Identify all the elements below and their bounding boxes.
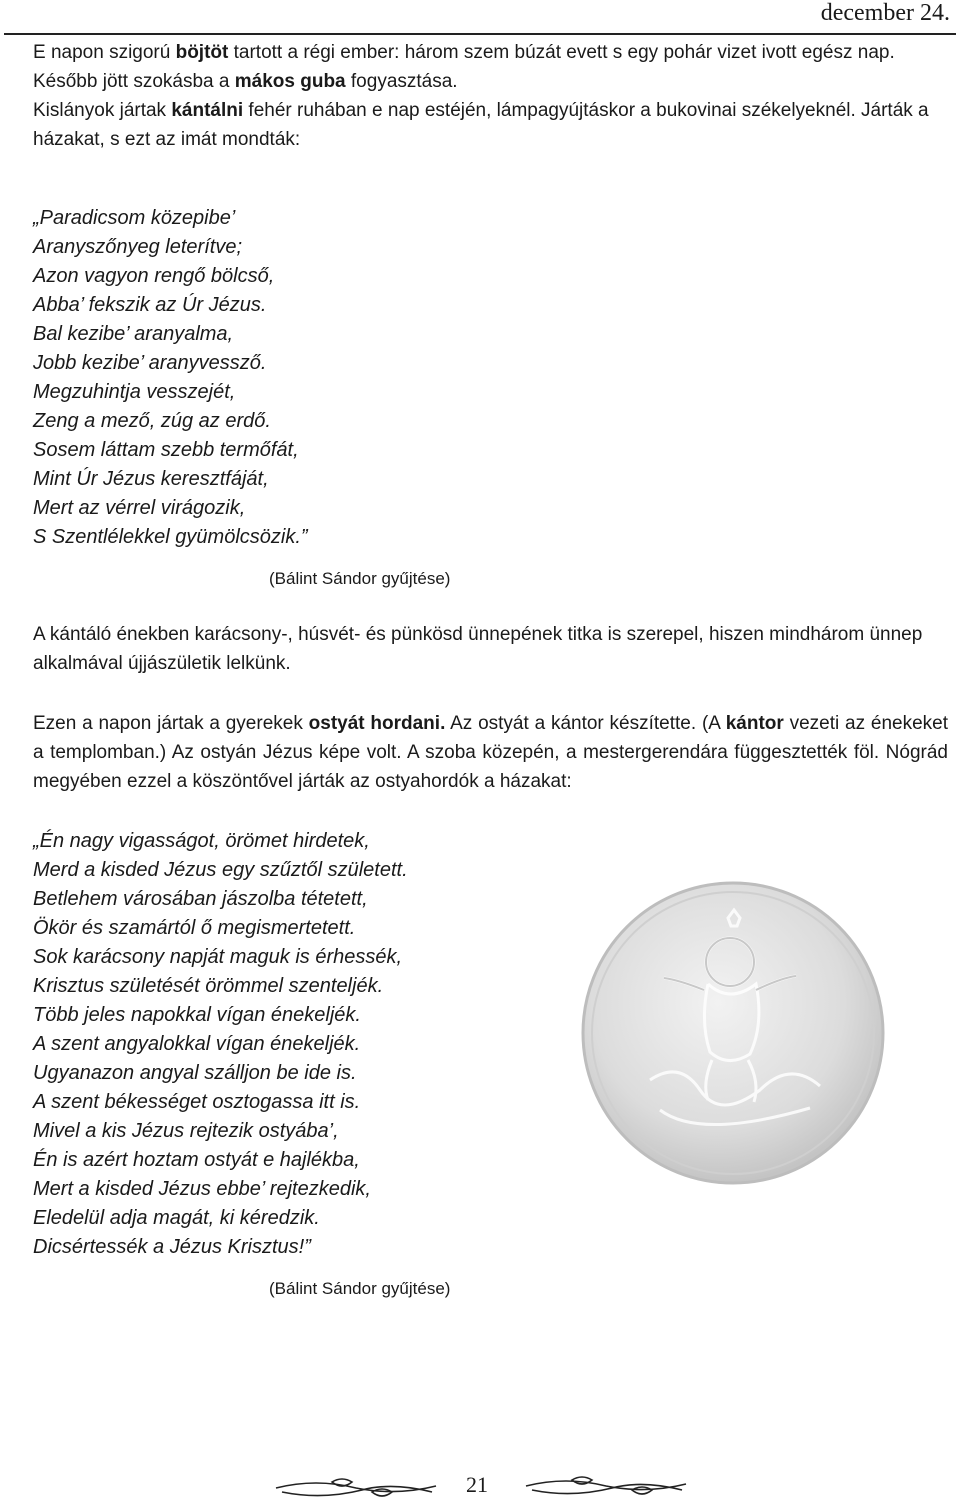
keyword-bojt: böjtöt [175,42,229,63]
poem-line: Megzuhintja vesszejét, [33,381,236,403]
paragraph-text [9,709,948,796]
poem-line: Ökör és szamártól ő megismertetett. [33,917,356,939]
poem-credit: (Bálint Sándor gyűjtése) [269,1279,451,1298]
ornament-right-icon [522,1474,692,1500]
wafer-image [580,880,886,1186]
poem-line: Krisztus születését örömmel szenteljék. [33,975,384,997]
text-run: fehér ruhában e nap estéjén, lámpagyújtáskor a bukovinai székelyeknél. Járták a házakat, s ezt az imát mondták: [33,100,929,150]
poem-line: Mert az vérrel virágozik, [33,497,246,519]
text-run: fogyasztása. [345,71,458,92]
text-run: E napon szigorú [33,42,176,63]
kantalo-paragraph [9,620,948,678]
poem-line: Dicsértessék a Jézus Krisztus!” [33,1236,311,1258]
poem-line: S Szentlélekkel gyümölcsözik.” [33,526,308,548]
poem-line: Mert a kisded Jézus ebbe’ rejtezkedik, [33,1178,371,1200]
poem-line: A szent békességet osztogassa itt is. [33,1091,361,1113]
text-run: tartott a régi ember: három szem búzát evett s egy pohár vizet ivott egész nap. Később jött szokásba a [33,42,895,92]
text-run: Kislányok jártak [33,100,172,121]
poem-line: „Paradicsom közepibe’ [33,207,236,229]
poem-line: Mint Úr Jézus keresztfáját, [33,468,269,490]
text-run: Ezen a napon jártak a gyerekek [33,713,309,734]
poem-line: Több jeles napokkal vígan énekeljék. [33,1004,361,1026]
poem-line: Zeng a mező, zúg az erdő. [33,410,271,432]
poem-line: Azon vagyon rengő bölcső, [33,265,275,287]
poem-ostyahordo [33,827,553,1262]
ostya-paragraph [9,709,948,796]
poem-line: A szent angyalokkal vígan énekeljék. [33,1033,361,1055]
poem-line: Merd a kisded Jézus egy szűztől született. [33,859,408,881]
intro-text-2 [9,96,948,154]
poem-line: Jobb kezibe’ aranyvessző. [33,352,267,374]
keyword-ostyat-hordani: ostyát hordani. [308,713,446,734]
poem-line: Eledelül adja magát, ki kéredzik. [33,1207,320,1229]
ornament-left-icon [272,1474,442,1500]
poem-line: Sosem láttam szebb termőfát, [33,439,299,461]
text-run: Az ostyát a kántor készítette. (A [445,713,726,734]
text-run: vezeti az énekeket a templomban.) Az ostyán Jézus képe volt. A szoba közepén, a mestergerendára függesztették föl. Nógrád megyében ezzel a köszöntővel járták az ostyahordók a házakat: [33,713,948,792]
keyword-kantor: kántor [725,713,784,734]
poem-line: Bal kezibe’ aranyalma, [33,323,234,345]
poem-line: Aranyszőnyeg leterítve; [33,236,242,258]
keyword-makos-guba: mákos guba [234,71,346,92]
intro-paragraph [9,38,948,154]
header-divider [4,33,956,35]
keyword-kantalni: kántálni [171,100,244,121]
poem-line: Abba’ fekszik az Úr Jézus. [33,294,267,316]
poem-line: Én is azért hoztam ostyát e hajlékba, [33,1149,360,1171]
page-footer [0,1466,960,1502]
page-header-date: december 24. [820,0,950,26]
paragraph-text: A kántáló énekben karácsony-, húsvét- és pünkösd ünnepének titka is szerepel, hiszen mindhárom ünnep alkalmával újjászületik lelkünk. [33,624,923,674]
poem-line: Betlehem városában jászolba tétetett, [33,888,368,910]
page-number: 21 [466,1472,488,1497]
poem-paradicsom [33,204,553,552]
poem-line: Sok karácsony napját maguk is érhessék, [33,946,403,968]
poem-line: „Én nagy vigasságot, örömet hirdetek, [33,830,370,852]
poem-line: Mivel a kis Jézus rejtezik ostyába’, [33,1120,339,1142]
intro-text-1 [9,38,948,96]
poem-credit: (Bálint Sándor gyűjtése) [269,569,451,588]
poem-line: Ugyanazon angyal szálljon be ide is. [33,1062,357,1084]
